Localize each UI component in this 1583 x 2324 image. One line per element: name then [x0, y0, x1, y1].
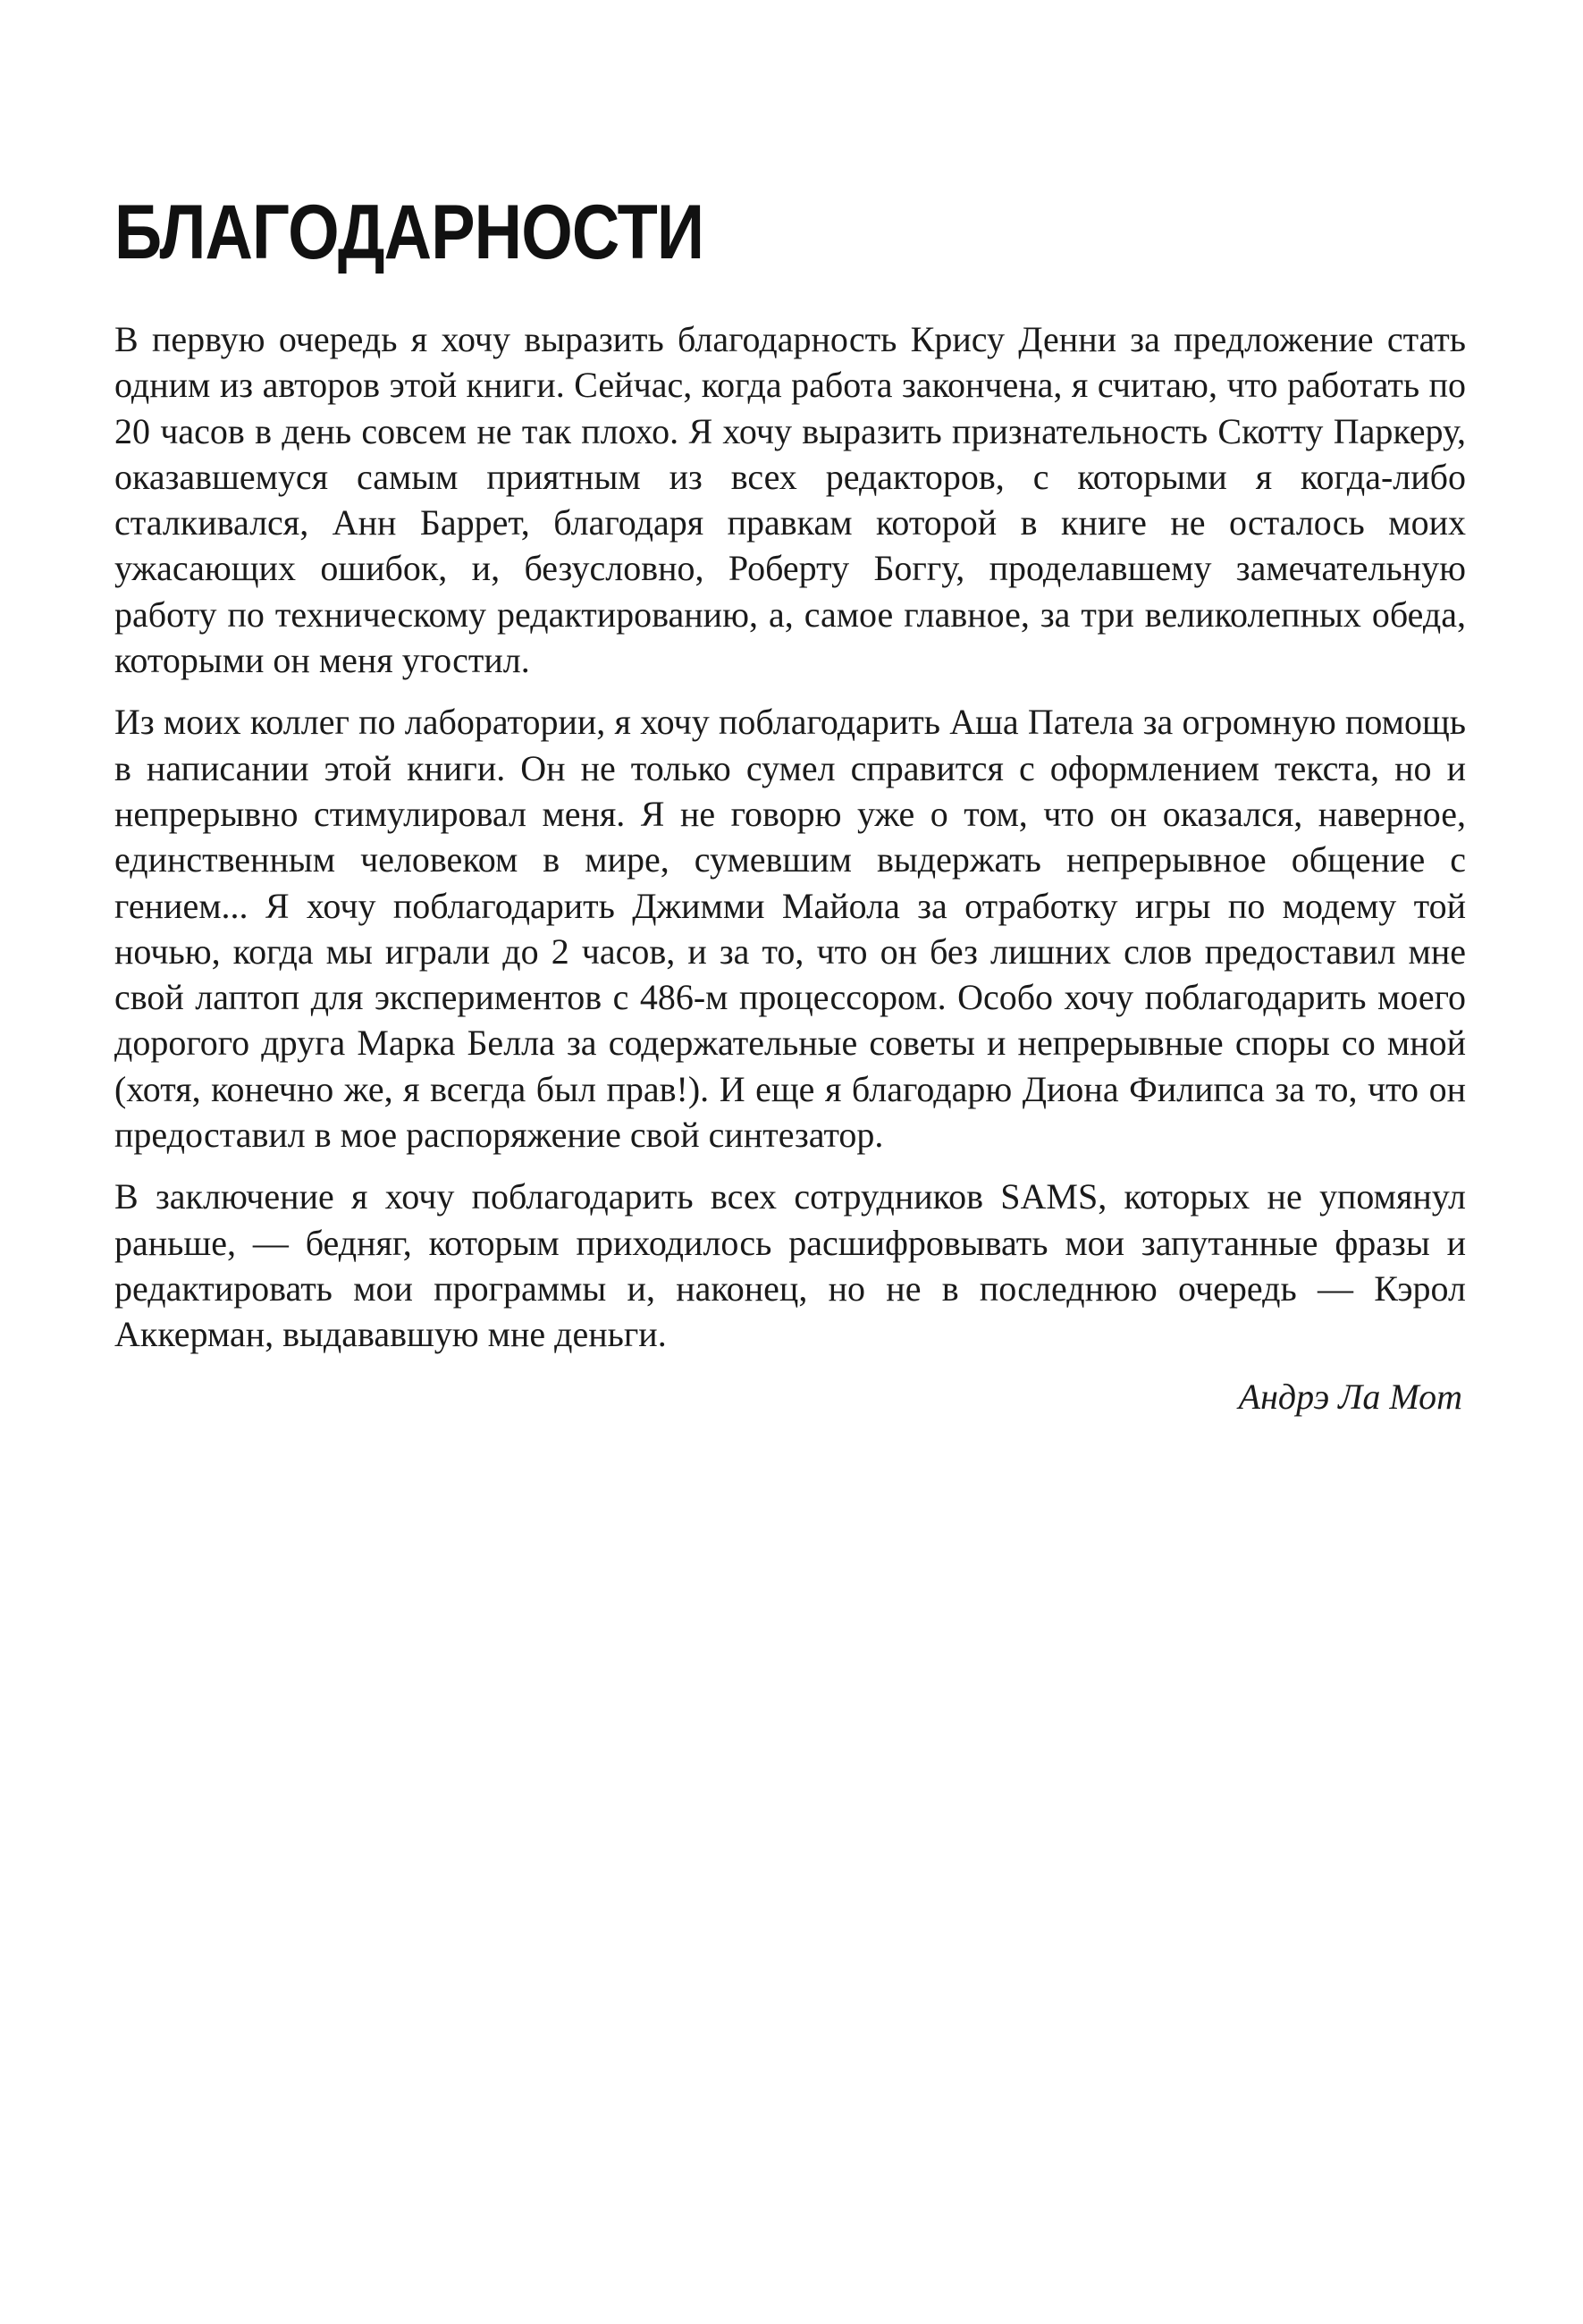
paragraph-3: В заключение я хочу поблагодарить всех сотрудников SAMS, которых не упомянул раньше, — бедняг, которым приходилось расшифровывать мои запутанные фразы и редактировать мои программы и, наконец, но не в последнюю очередь — Кэрол Аккерман, выдававшую мне деньги. — [114, 1176, 1466, 1355]
document-page — [114, 188, 1466, 1419]
acknowledgements-body — [114, 316, 1466, 1358]
page-title: БЛАГОДАРНОСТИ — [114, 189, 704, 275]
paragraph-2: Из моих коллег по лаборатории, я хочу поблагодарить Аша Патела за огромную помощь в написании этой книги. Он не только сумел справится с оформлением текста, но и непрерывно стимулировал меня. Я не говорю уже о том, что он оказался, наверное, единственным человеком в мире, сумевшим выдержать непрерывное общение с гением... Я хочу поблагодарить Джимми Майола за отработку игры по модему той ночью, когда мы играли до 2 часов, и за то, что он без лишних слов предоставил мне свой лаптоп для экспериментов с 486-м процессором. Особо хочу поблагодарить моего дорогого друга Марка Белла за содержательные советы и непрерывные споры со мной (хотя, конечно же, я всегда был прав!). И еще я благодарю Диона Филипса за то, что он предоставил в мое распоряжение свой синтезатор. — [114, 702, 1466, 1156]
paragraph-1: В первую очередь я хочу выразить благодарность Крису Денни за предложение стать одним из авторов этой книги. Сейчас, когда работа закончена, я считаю, что работать по 20 часов в день совсем не так плохо. Я хочу выразить признательность Скотту Паркеру, оказавшемуся самым приятным из всех редакторов, с которыми я когда-либо сталкивался, Анн Баррет, благодаря правкам которой в книге не осталось моих ужасающих ошибок, и, безусловно, Роберту Боггу, проделавшему замечательную работу по техническому редактированию, а, самое главное, за три великолепных обеда, которыми он меня угостил. — [114, 319, 1466, 681]
author-signature: Андрэ Ла Мот — [1238, 1376, 1462, 1417]
